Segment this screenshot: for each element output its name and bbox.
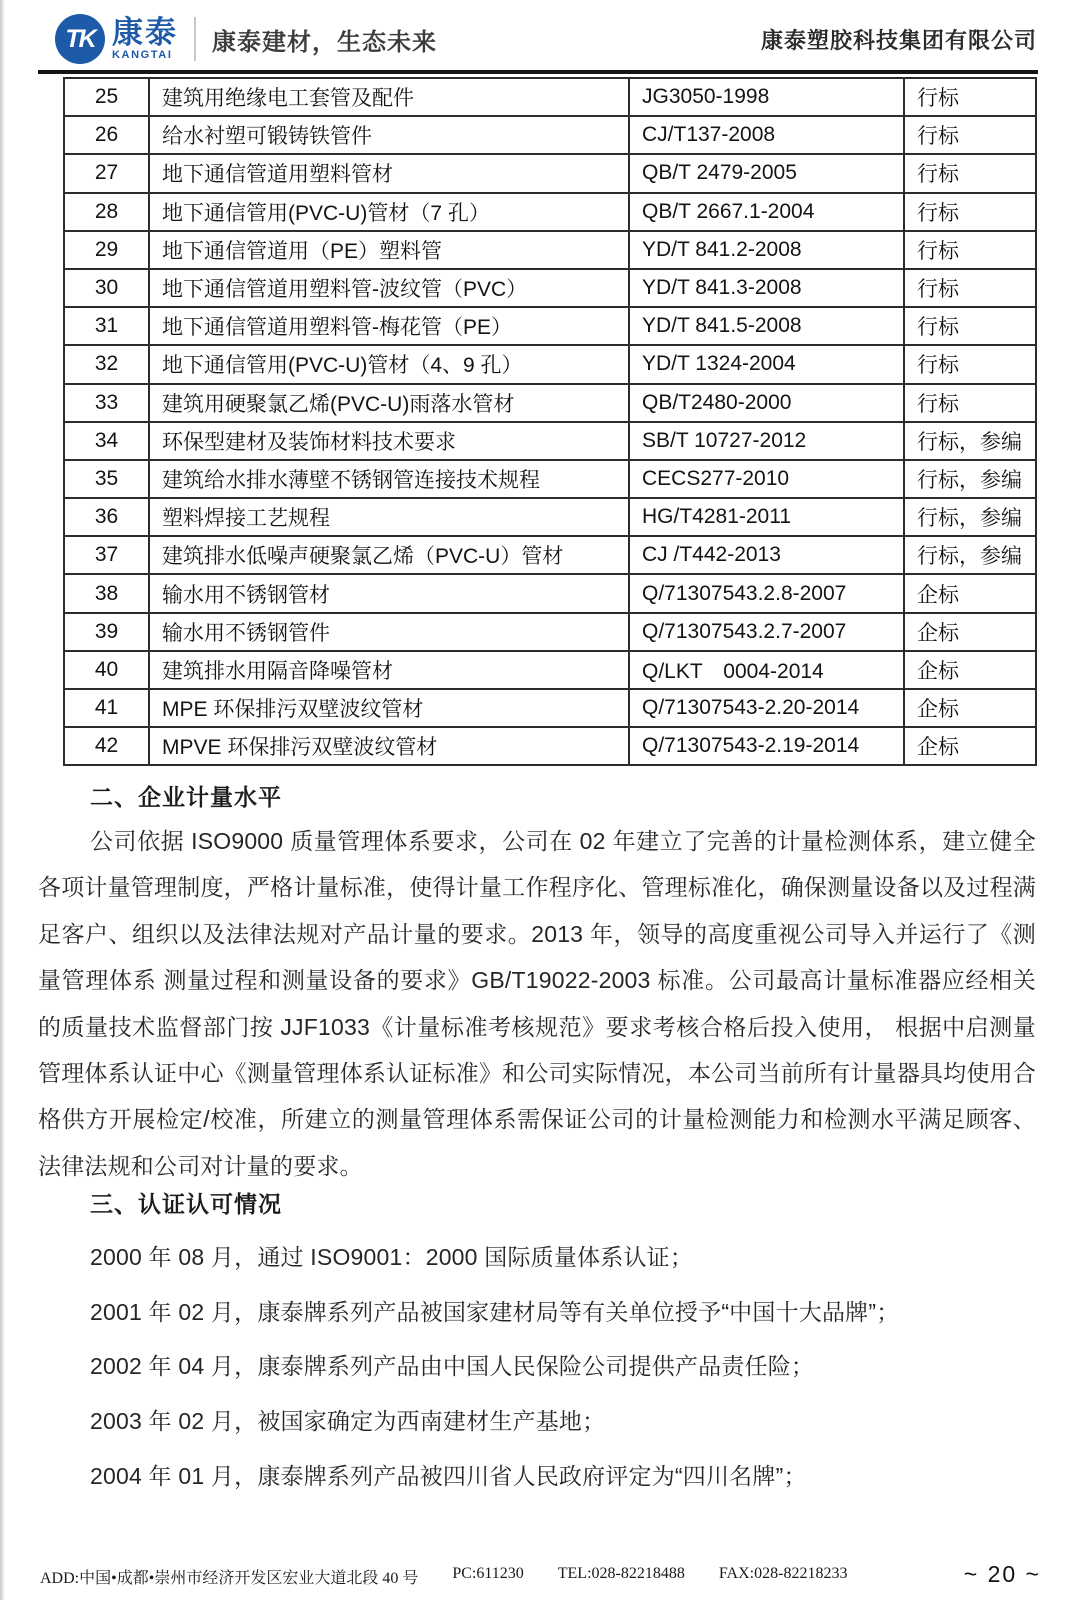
list-item: 2000 年 08 月，通过 ISO9001：2000 国际质量体系认证；: [90, 1243, 694, 1270]
product-name: 地下通信管道用塑料管-波纹管（PVC）: [149, 269, 629, 307]
standard-number: Q/71307543.2.8-2007: [629, 574, 904, 612]
table-row: [64, 651, 1036, 689]
standard-type: 行标: [904, 384, 1036, 422]
standard-type: 行标: [904, 154, 1036, 192]
footer-fax: FAX:028-82218233: [718, 1565, 848, 1582]
row-number: 25: [64, 78, 149, 116]
standard-number: HG/T4281-2011: [629, 498, 904, 536]
section2-paragraph: 公司依据 ISO9000 质量管理体系要求，公司在 02 年建立了完善的计量检测体系，建立健全各项计量管理制度，严格计量标准，使得计量工作程序化、管理标准化，确保测量设备以及过程满足客户、组织以及法律法规对产品计量的要求。2013 年，领导的高度重视公司导入并运行了《测量管理体系 测量过程和测量设备的要求》GB/T19022-2003 标准。公司最高计量标准器应经相关的质量技术监督部门按 JJF1033《计量标准考核规范》要求考核合格后投入使用， 根据中启测量管理体系认证中心《测量管理体系认证标准》和公司实际情况，本公司当前所有计量器具均使用合格供方开展检定/校准，所建立的测量管理体系需保证公司的计量检测能力和检测水平满足顾客、法律法规和公司对计量的要求。: [38, 828, 1036, 1179]
standard-type: 行标，参编: [904, 498, 1036, 536]
row-number: 29: [64, 231, 149, 269]
header-rule: [38, 70, 1038, 74]
footer-tel: TEL:028-82218488: [557, 1565, 685, 1582]
row-number: 26: [64, 116, 149, 154]
product-name: 建筑排水用隔音降噪管材: [149, 651, 629, 689]
standard-type: 行标，参编: [904, 460, 1036, 498]
standard-number: Q/LKT 0004-2014: [629, 651, 904, 689]
table-row: [64, 498, 1036, 536]
logo-wordmark: [112, 17, 178, 61]
product-name: MPE 环保排污双壁波纹管材: [149, 689, 629, 727]
table-row: [64, 613, 1036, 651]
standard-number: YD/T 841.5-2008: [629, 307, 904, 345]
product-name: 地下通信管道用塑料管材: [149, 154, 629, 192]
row-number: 39: [64, 613, 149, 651]
product-name: 给水衬塑可锻铸铁管件: [149, 116, 629, 154]
header-slogan: 康泰建材，生态未来: [212, 28, 437, 56]
table-row: [64, 345, 1036, 383]
standard-type: 行标: [904, 193, 1036, 231]
section2-title: 二、企业计量水平: [90, 784, 282, 810]
product-name: 建筑用硬聚氯乙烯(PVC-U)雨落水管材: [149, 384, 629, 422]
row-number: 37: [64, 536, 149, 574]
product-name: 地下通信管道用（PE）塑料管: [149, 231, 629, 269]
standard-type: 行标: [904, 231, 1036, 269]
product-name: MPVE 环保排污双壁波纹管材: [149, 727, 629, 765]
page-number: ~ 20 ~: [963, 1561, 1041, 1587]
page-edge-shadow: [0, 0, 5, 1600]
row-number: 30: [64, 269, 149, 307]
product-name: 地下通信管道用塑料管-梅花管（PE）: [149, 307, 629, 345]
product-name: 地下通信管用(PVC-U)管材（4、9 孔）: [149, 345, 629, 383]
standard-number: Q/71307543.2.7-2007: [629, 613, 904, 651]
kangtai-logo-icon: TK: [55, 14, 105, 64]
product-name: 环保型建材及装饰材料技术要求: [149, 422, 629, 460]
product-name: 地下通信管用(PVC-U)管材（7 孔）: [149, 193, 629, 231]
table-row: [64, 269, 1036, 307]
standard-type: 行标: [904, 78, 1036, 116]
table-row: [64, 536, 1036, 574]
row-number: 35: [64, 460, 149, 498]
kangtai-logo: [55, 14, 178, 64]
footer-contact-info: [40, 1565, 847, 1588]
header-divider: [194, 17, 196, 61]
standard-type: 企标: [904, 689, 1036, 727]
standard-type: 行标，参编: [904, 536, 1036, 574]
row-number: 32: [64, 345, 149, 383]
list-item: 2002 年 04 月，康泰牌系列产品由中国人民保险公司提供产品责任险；: [90, 1353, 815, 1380]
product-name: 输水用不锈钢管材: [149, 574, 629, 612]
table-row: [64, 384, 1036, 422]
table-row: [64, 422, 1036, 460]
standard-type: 行标: [904, 269, 1036, 307]
table-row: [64, 689, 1036, 727]
row-number: 34: [64, 422, 149, 460]
product-name: 塑料焊接工艺规程: [149, 498, 629, 536]
standard-type: 企标: [904, 574, 1036, 612]
header-company-name: 康泰塑胶科技集团有限公司: [760, 27, 1037, 53]
list-item: 2003 年 02 月，被国家确定为西南建材生产基地；: [90, 1408, 606, 1435]
table-row: [64, 460, 1036, 498]
standard-number: JG3050-1998: [629, 78, 904, 116]
row-number: 31: [64, 307, 149, 345]
standard-number: SB/T 10727-2012: [629, 422, 904, 460]
row-number: 40: [64, 651, 149, 689]
standard-type: 行标: [904, 307, 1036, 345]
standard-number: YD/T 1324-2004: [629, 345, 904, 383]
standard-number: QB/T 2667.1-2004: [629, 193, 904, 231]
standard-number: Q/71307543-2.20-2014: [629, 689, 904, 727]
product-name: 输水用不锈钢管件: [149, 613, 629, 651]
logo-name-cn: 康泰: [112, 15, 178, 50]
standard-type: 行标: [904, 345, 1036, 383]
table-row: [64, 78, 1036, 116]
page-header: [55, 12, 1037, 66]
list-item: 2001 年 02 月，康泰牌系列产品被国家建材局等有关单位授予“中国十大品牌”；: [90, 1298, 900, 1325]
table-row: [64, 231, 1036, 269]
standard-type: 企标: [904, 651, 1036, 689]
list-item: 2004 年 01 月，康泰牌系列产品被四川省人民政府评定为“四川名牌”；: [90, 1463, 807, 1490]
row-number: 42: [64, 727, 149, 765]
row-number: 38: [64, 574, 149, 612]
row-number: 33: [64, 384, 149, 422]
standard-number: YD/T 841.2-2008: [629, 231, 904, 269]
standard-type: 企标: [904, 613, 1036, 651]
footer-address: ADD:中国•成都•崇州市经济开发区宏业大道北段 40 号: [40, 1570, 419, 1587]
standard-type: 行标: [904, 116, 1036, 154]
page-footer: [40, 1561, 1041, 1588]
product-name: 建筑用绝缘电工套管及配件: [149, 78, 629, 116]
table-row: [64, 193, 1036, 231]
row-number: 36: [64, 498, 149, 536]
row-number: 28: [64, 193, 149, 231]
standard-number: CJ /T442-2013: [629, 536, 904, 574]
standard-number: QB/T2480-2000: [629, 384, 904, 422]
product-name: 建筑给水排水薄壁不锈钢管连接技术规程: [149, 460, 629, 498]
product-name: 建筑排水低噪声硬聚氯乙烯（PVC-U）管材: [149, 536, 629, 574]
table-row: [64, 307, 1036, 345]
standard-number: CJ/T137-2008: [629, 116, 904, 154]
standard-number: Q/71307543-2.19-2014: [629, 727, 904, 765]
standard-number: YD/T 841.3-2008: [629, 269, 904, 307]
standards-table: [63, 77, 1037, 766]
footer-postcode: PC:611230: [452, 1565, 524, 1582]
row-number: 41: [64, 689, 149, 727]
logo-name-en: KANGTAI: [112, 49, 173, 61]
row-number: 27: [64, 154, 149, 192]
standard-type: 企标: [904, 727, 1036, 765]
table-row: [64, 116, 1036, 154]
standard-type: 行标，参编: [904, 422, 1036, 460]
standard-number: QB/T 2479-2005: [629, 154, 904, 192]
certification-list: [38, 1228, 1043, 1502]
table-row: [64, 574, 1036, 612]
table-row: [64, 154, 1036, 192]
table-row: [64, 727, 1036, 765]
section3-title: 三、认证认可情况: [90, 1191, 282, 1217]
standard-number: CECS277-2010: [629, 460, 904, 498]
